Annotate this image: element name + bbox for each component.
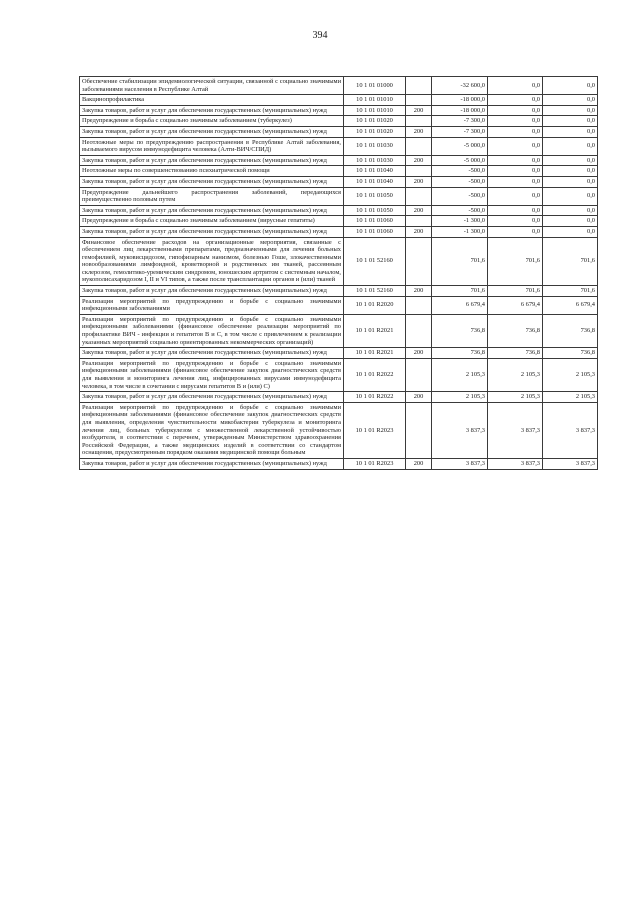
cell-value-3: 736,8 (543, 348, 598, 359)
cell-expense-type (406, 402, 432, 458)
cell-value-1: 736,8 (432, 314, 488, 347)
cell-code: 10 1 01 01010 (344, 95, 406, 106)
cell-value-2: 3 837,3 (488, 458, 543, 469)
cell-name: Вакцинопрофилактика (80, 95, 344, 106)
table-row (80, 286, 598, 297)
cell-code: 10 1 01 R2021 (344, 348, 406, 359)
cell-expense-type: 200 (406, 155, 432, 166)
cell-value-3: 701,6 (543, 237, 598, 286)
cell-expense-type (406, 314, 432, 347)
cell-name: Закупка товаров, работ и услуг для обеспечения государственных (муниципальных) нужд (80, 392, 344, 403)
cell-value-3: 2 105,3 (543, 358, 598, 391)
cell-value-3: 0,0 (543, 187, 598, 205)
cell-expense-type: 200 (406, 458, 432, 469)
cell-value-2: 2 105,3 (488, 358, 543, 391)
cell-expense-type (406, 166, 432, 177)
cell-value-2: 0,0 (488, 226, 543, 237)
cell-expense-type: 200 (406, 205, 432, 216)
cell-code: 10 1 01 01050 (344, 205, 406, 216)
budget-table (79, 76, 598, 470)
cell-code: 10 1 01 52160 (344, 237, 406, 286)
cell-code: 10 1 01 R2023 (344, 402, 406, 458)
cell-expense-type (406, 77, 432, 95)
cell-value-1: -32 600,0 (432, 77, 488, 95)
cell-value-1: -500,0 (432, 176, 488, 187)
cell-name: Закупка товаров, работ и услуг для обеспечения государственных (муниципальных) нужд (80, 348, 344, 359)
cell-value-1: -1 300,0 (432, 216, 488, 227)
cell-value-2: 0,0 (488, 95, 543, 106)
cell-value-1: -18 000,0 (432, 95, 488, 106)
cell-expense-type: 200 (406, 176, 432, 187)
table-row (80, 296, 598, 314)
cell-name: Закупка товаров, работ и услуг для обеспечения государственных (муниципальных) нужд (80, 205, 344, 216)
cell-value-1: -7 300,0 (432, 126, 488, 137)
cell-value-3: 0,0 (543, 137, 598, 155)
cell-value-3: 0,0 (543, 216, 598, 227)
cell-code: 10 1 01 01020 (344, 126, 406, 137)
cell-value-3: 0,0 (543, 126, 598, 137)
cell-value-1: 3 837,3 (432, 458, 488, 469)
cell-name: Реализация мероприятий по предупреждению и борьбе с социально значимыми инфекционными заболеваниями (финансовое обеспечение реализации мероприятий по профилактике ВИЧ - инфекции и гепатитов В и С, в том числе с привлечением к реализации указанных мероприятий социально ориентированных некоммерческих организаций) (80, 314, 344, 347)
cell-code: 10 1 01 01040 (344, 176, 406, 187)
cell-value-1: 6 679,4 (432, 296, 488, 314)
table-row (80, 95, 598, 106)
cell-expense-type (406, 237, 432, 286)
cell-code: 10 1 01 R2022 (344, 358, 406, 391)
cell-value-2: 0,0 (488, 216, 543, 227)
cell-value-1: -500,0 (432, 205, 488, 216)
table-row (80, 176, 598, 187)
cell-name: Закупка товаров, работ и услуг для обеспечения государственных (муниципальных) нужд (80, 286, 344, 297)
table-row (80, 205, 598, 216)
cell-code: 10 1 01 R2020 (344, 296, 406, 314)
table-row (80, 137, 598, 155)
table-row (80, 216, 598, 227)
cell-value-1: 736,8 (432, 348, 488, 359)
cell-value-1: 3 837,3 (432, 402, 488, 458)
cell-value-1: -500,0 (432, 187, 488, 205)
cell-expense-type: 200 (406, 392, 432, 403)
table-row (80, 237, 598, 286)
page-number: 394 (312, 30, 328, 41)
cell-code: 10 1 01 R2021 (344, 314, 406, 347)
table-row (80, 187, 598, 205)
table-row (80, 358, 598, 391)
cell-value-1: 2 105,3 (432, 392, 488, 403)
cell-name: Закупка товаров, работ и услуг для обеспечения государственных (муниципальных) нужд (80, 176, 344, 187)
cell-expense-type (406, 187, 432, 205)
cell-code: 10 1 01 01030 (344, 155, 406, 166)
cell-value-2: 0,0 (488, 176, 543, 187)
cell-value-2: 0,0 (488, 137, 543, 155)
cell-value-1: -5 000,0 (432, 155, 488, 166)
cell-code: 10 1 01 52160 (344, 286, 406, 297)
cell-value-3: 0,0 (543, 77, 598, 95)
table-row (80, 155, 598, 166)
cell-value-1: 701,6 (432, 286, 488, 297)
cell-expense-type (406, 116, 432, 127)
cell-value-2: 0,0 (488, 126, 543, 137)
cell-name: Обеспечение стабилизации эпидемиологической ситуации, связанной с социально значимыми заболеваниями населения в Республике Алтай (80, 77, 344, 95)
cell-value-1: 701,6 (432, 237, 488, 286)
cell-value-3: 0,0 (543, 176, 598, 187)
cell-value-2: 0,0 (488, 166, 543, 177)
cell-value-1: -7 300,0 (432, 116, 488, 127)
table-row (80, 314, 598, 347)
cell-expense-type (406, 216, 432, 227)
cell-expense-type (406, 95, 432, 106)
cell-value-3: 0,0 (543, 116, 598, 127)
cell-value-3: 736,8 (543, 314, 598, 347)
cell-name: Реализация мероприятий по предупреждению и борьбе с социально значимыми инфекционными заболеваниями (финансовое обеспечение закупок диагностических средств для выявления и мониторинга лечения лиц, инфицированных вирусами иммунодефицита человека, в том числе в сочетании с вирусами гепатитов В и (или) С) (80, 358, 344, 391)
cell-value-2: 0,0 (488, 187, 543, 205)
cell-expense-type: 200 (406, 126, 432, 137)
table-row (80, 226, 598, 237)
table-row (80, 392, 598, 403)
cell-value-1: -500,0 (432, 166, 488, 177)
cell-name: Неотложные меры по предупреждению распространения в Республике Алтай заболевания, вызываемого вирусом иммунодефицита человека (Алти-ВИЧ/СПИД) (80, 137, 344, 155)
cell-value-3: 3 837,3 (543, 458, 598, 469)
cell-code: 10 1 01 01000 (344, 77, 406, 95)
cell-value-3: 701,6 (543, 286, 598, 297)
cell-code: 10 1 01 R2022 (344, 392, 406, 403)
cell-value-3: 0,0 (543, 226, 598, 237)
table-row (80, 105, 598, 116)
cell-name: Предупреждение дальнейшего распространения заболеваний, передающихся преимущественно половым путем (80, 187, 344, 205)
cell-name: Предупреждение и борьба с социально значимым заболеванием (туберкулез) (80, 116, 344, 127)
cell-value-3: 3 837,3 (543, 402, 598, 458)
cell-name: Реализация мероприятий по предупреждению и борьбе с социально значимыми инфекционными заболеваниями (80, 296, 344, 314)
cell-value-2: 701,6 (488, 286, 543, 297)
cell-value-1: -18 000,0 (432, 105, 488, 116)
cell-value-2: 0,0 (488, 205, 543, 216)
cell-expense-type (406, 296, 432, 314)
budget-table-body (80, 77, 598, 470)
cell-code: 10 1 01 01060 (344, 216, 406, 227)
cell-expense-type: 200 (406, 286, 432, 297)
table-row (80, 116, 598, 127)
cell-name: Закупка товаров, работ и услуг для обеспечения государственных (муниципальных) нужд (80, 458, 344, 469)
cell-name: Реализация мероприятий по предупреждению и борьбе с социально значимыми инфекционными заболеваниями (финансовое обеспечение закупок диагностических средств для выявления, определения чувствительности микобактерии туберкулеза и мониторинга лечения лиц, больных туберкулезом с множественной лекарственной устойчивостью возбудителя, в соответствии с перечнем, утвержденным Министерством здравоохранения Российской Федерации, а также медицинских изделий в соответствии со стандартом оснащения, предусмотренным порядком оказания медицинской помощи больным (80, 402, 344, 458)
table-row (80, 166, 598, 177)
table-row (80, 402, 598, 458)
cell-code: 10 1 01 R2023 (344, 458, 406, 469)
cell-code: 10 1 01 01050 (344, 187, 406, 205)
table-row (80, 458, 598, 469)
cell-name: Финансовое обеспечение расходов на организационные мероприятия, связанные с обеспечением лиц лекарственными препаратами, предназначенными для лечения больных гемофилией, муковисцидозом, гипофизарным нанизмом, болезнью Гоше, злокачественными новообразованиями лимфоидной, кроветворной и родственных им тканей, рассеянным склерозом, гемолитико-уремическим синдромом, юношеским артритом с системным началом, мукополисахаридозом I, II и VI типов, а также после трансплантации органов и (или) тканей (80, 237, 344, 286)
cell-expense-type: 200 (406, 348, 432, 359)
cell-value-3: 0,0 (543, 166, 598, 177)
cell-expense-type (406, 358, 432, 391)
cell-name: Закупка товаров, работ и услуг для обеспечения государственных (муниципальных) нужд (80, 155, 344, 166)
table-row (80, 126, 598, 137)
cell-value-2: 6 679,4 (488, 296, 543, 314)
cell-value-2: 3 837,3 (488, 402, 543, 458)
cell-value-3: 0,0 (543, 105, 598, 116)
cell-code: 10 1 01 01060 (344, 226, 406, 237)
table-row (80, 348, 598, 359)
cell-value-3: 2 105,3 (543, 392, 598, 403)
cell-value-2: 736,8 (488, 314, 543, 347)
cell-value-2: 701,6 (488, 237, 543, 286)
cell-value-1: -5 000,0 (432, 137, 488, 155)
cell-name: Закупка товаров, работ и услуг для обеспечения государственных (муниципальных) нужд (80, 105, 344, 116)
cell-value-2: 0,0 (488, 155, 543, 166)
cell-expense-type: 200 (406, 105, 432, 116)
cell-value-3: 0,0 (543, 205, 598, 216)
cell-value-1: 2 105,3 (432, 358, 488, 391)
cell-name: Предупреждение и борьба с социально значимым заболеванием (вирусные гепатиты) (80, 216, 344, 227)
cell-code: 10 1 01 01030 (344, 137, 406, 155)
cell-expense-type (406, 137, 432, 155)
cell-value-2: 0,0 (488, 116, 543, 127)
cell-value-2: 0,0 (488, 105, 543, 116)
cell-code: 10 1 01 01010 (344, 105, 406, 116)
cell-value-1: -1 300,0 (432, 226, 488, 237)
table-row (80, 77, 598, 95)
cell-code: 10 1 01 01040 (344, 166, 406, 177)
cell-value-3: 6 679,4 (543, 296, 598, 314)
cell-expense-type: 200 (406, 226, 432, 237)
cell-name: Закупка товаров, работ и услуг для обеспечения государственных (муниципальных) нужд (80, 226, 344, 237)
cell-code: 10 1 01 01020 (344, 116, 406, 127)
cell-value-2: 0,0 (488, 77, 543, 95)
cell-value-2: 736,8 (488, 348, 543, 359)
cell-value-2: 2 105,3 (488, 392, 543, 403)
cell-value-3: 0,0 (543, 95, 598, 106)
cell-name: Закупка товаров, работ и услуг для обеспечения государственных (муниципальных) нужд (80, 126, 344, 137)
cell-name: Неотложные меры по совершенствованию психиатрической помощи (80, 166, 344, 177)
cell-value-3: 0,0 (543, 155, 598, 166)
